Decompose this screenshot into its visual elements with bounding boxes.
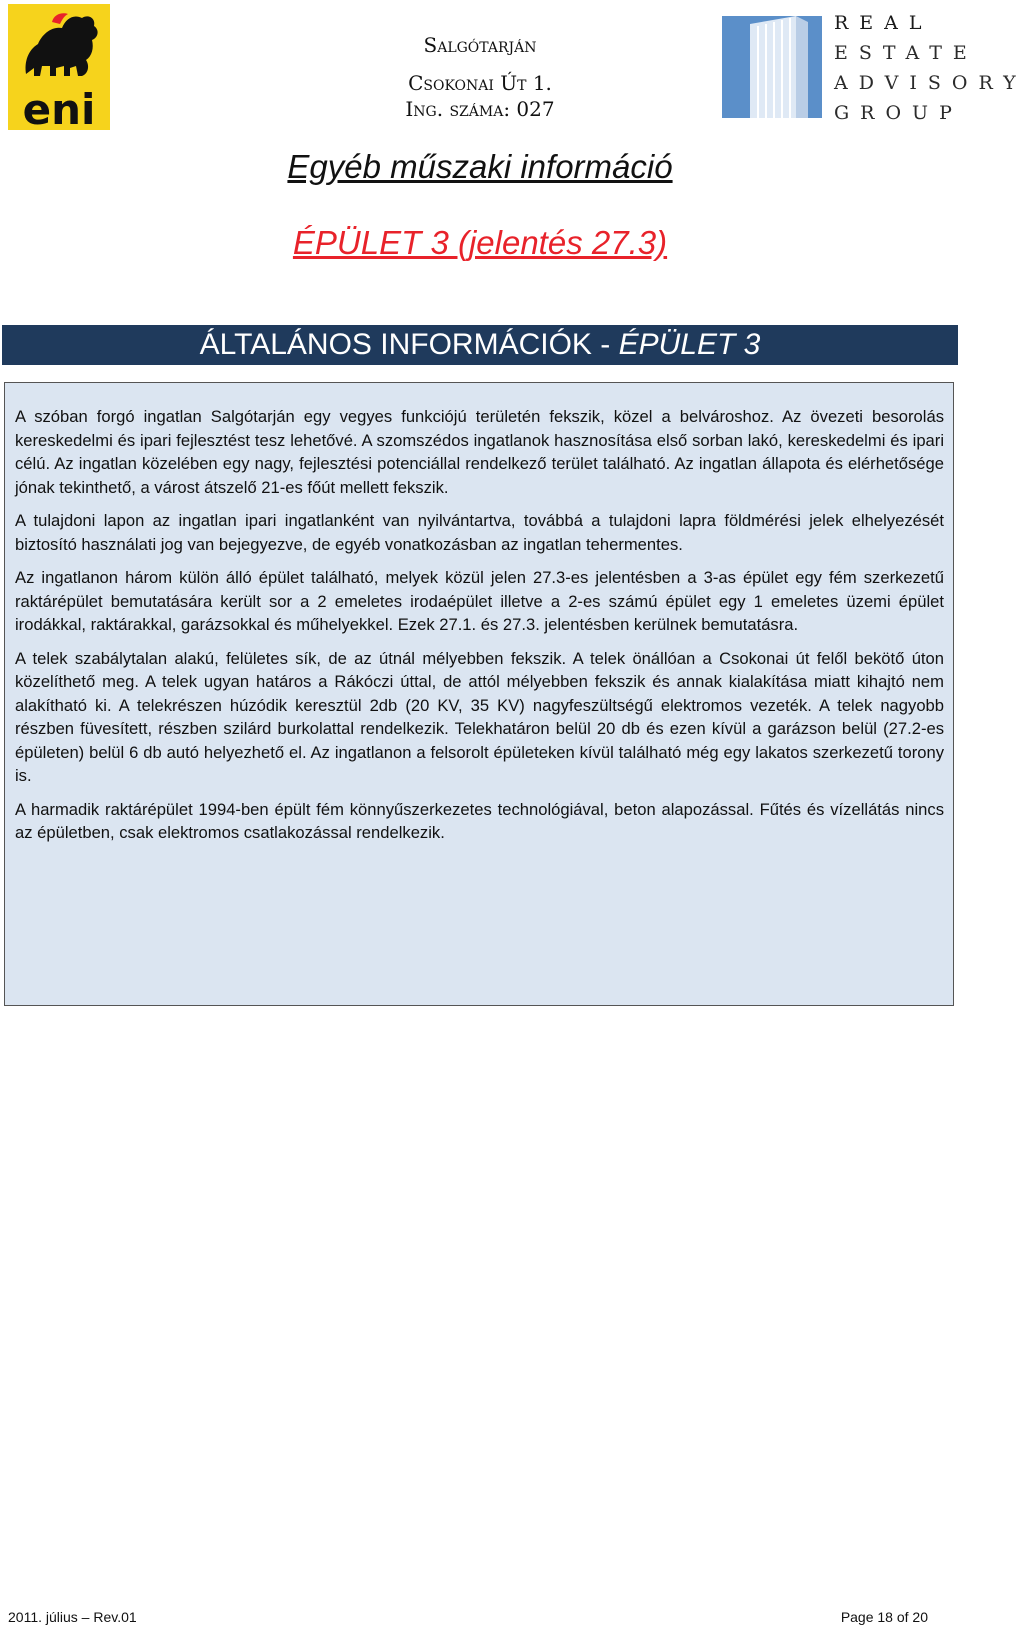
banner-building-text: ÉPÜLET 3 [618, 328, 761, 361]
reag-logo [722, 8, 1027, 124]
reag-word-estate: ESTATE [834, 42, 978, 64]
section-banner [2, 325, 958, 365]
paragraph-building-3: A harmadik raktárépület 1994-ben épült fém könnyűszerkezetes technológiával, beton alapozással. Fűtés és vízellátás nincs az épületben, csak elektromos csatlakozással rendelkezik. [15, 799, 944, 842]
footer-date-revision: 2011. július – Rev.01 [8, 1609, 137, 1625]
document-header [300, 32, 660, 122]
eni-logo-text: eni [22, 85, 96, 134]
reag-logo-text [834, 8, 1027, 128]
header-address: Csokonai Út 1. [408, 71, 552, 95]
paragraph-location: A szóban forgó ingatlan Salgótarján egy vegyes funkciójú területén fekszik, közel a belvároshoz. Az övezeti besorolás kereskedelmi és ipari fejlesztést tesz lehetővé. A szomszédos ingatlanok hasznosítása első sorban lakó, kereskedelmi és ipari célú. Az ingatlan közelében egy nagy, fejlesztési potenciállal rendelkező terület található. Az ingatlan állapota és elérhetősége jónak tekinthető, a várost átszelő 21-es főút mellett fekszik. [15, 407, 944, 497]
paragraph-ownership: A tulajdoni lapon az ingatlan ipari ingatlanként van nyilvántartva, továbbá a tulajdoni lapra földmérési jelek elhelyezését biztosító használati jog van bejegyezve, de egyéb vonatkozásban az ingatlan tehermentes. [15, 511, 944, 554]
general-info-box [4, 382, 954, 1006]
paragraph-buildings: Az ingatlanon három külön álló épület található, melyek közül jelen 27.3-es jelentésben a 3-as épület egy fém szerkezetű raktárépület bemutatására került sor a 2 emeletes irodaépület illetve a 2-es számú épület egy 1 emeletes üzemi épület irodákkal, raktárakkal, garázsokkal és műhelyekkel. Ezek 27.1. és 27.3. jelentésben kerülnek bemutatásra. [15, 568, 944, 634]
header-city: Salgótarján [423, 33, 537, 57]
footer-page-number: Page 18 of 20 [840, 1609, 928, 1625]
reag-word-advisory: ADVISORY [834, 72, 1027, 94]
header-property-number: Ing. száma: 027 [405, 97, 555, 121]
reag-word-real: REAL [834, 12, 933, 34]
paragraph-plot: A telek szabálytalan alakú, felületes sík, de az útnál mélyebben fekszik. A telek önállóan a Csokonai út felől bekötő úton közelíthető meg. A telek ugyan határos a Rákóczi úttal, de attól mélyebben fekszik és annak kialakítása miatt kihajtó nem alakítható ki. A telekrészen húzódik keresztül 2db (20 KV, 35 KV) nagyfeszültségű elektromos vezeték. A telek nagyobb részben füvesített, részben szilárd burkolattal rendelkezik. Telekhatáron belül 20 db és ezen kívül a garázson belül (27.2-es épületen) belül 6 db autó helyezhető el. Az ingatlanon a felsorolt épületeken kívül található még egy lakatos szerkezetű torony is. [15, 648, 944, 785]
reag-word-group: GROUP [834, 102, 963, 124]
eni-dog-icon [8, 4, 110, 134]
eni-logo [8, 4, 110, 134]
building-subtitle: ÉPÜLET 3 (jelentés 27.3) [292, 224, 668, 261]
banner-text: ÁLTALÁNOS INFORMÁCIÓK - [199, 328, 619, 361]
skyscraper-icon [722, 14, 822, 118]
page-title: Egyéb műszaki információ [287, 148, 673, 185]
